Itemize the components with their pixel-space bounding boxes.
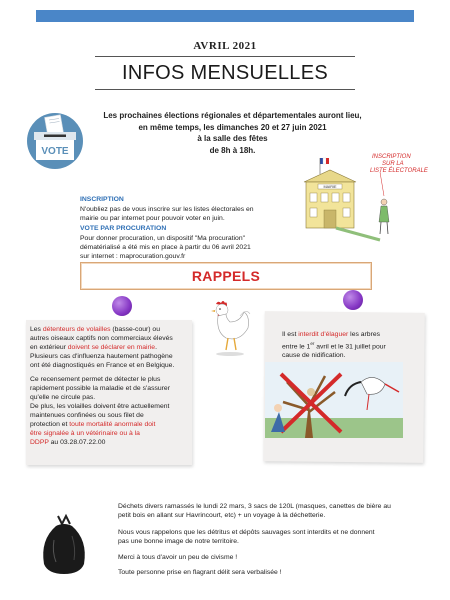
pruning-l1-c: les arbres xyxy=(348,331,381,338)
waste-line-2: petit bois en allant sur Havrincourt, etc) + un voyage à la déchetterie. xyxy=(118,512,326,519)
pushpin-icon xyxy=(112,296,132,316)
poultry-ddpp: DDPP xyxy=(30,439,49,446)
waste-line-1: Déchets divers ramassés le lundi 22 mars, 3 sacs de 120L (masques, canettes de bière au xyxy=(118,503,391,510)
pruning-line-2 xyxy=(282,339,422,351)
pruning-line-1 xyxy=(282,330,422,339)
poultry-l3-a: en extérieur xyxy=(30,344,68,351)
trash-bag-icon xyxy=(34,512,94,576)
poultry-line-7: rapidement possible la maladie et de s'assurer xyxy=(30,385,170,392)
pruning-l2-b: avril et le 31 juillet pour xyxy=(314,343,386,351)
intro-line-2-start: en même temps, les dimanches xyxy=(138,122,261,132)
intro-line-3: à la salle des fêtes xyxy=(197,134,268,143)
town-hall-icon xyxy=(300,148,430,248)
poultry-l1-c: (basse-cour) ou xyxy=(110,326,160,333)
poultry-line-12: être signalée à un vétérinaire ou à la xyxy=(30,430,140,437)
poultry-declare: doivent se déclarer en mairie xyxy=(67,344,156,351)
waste-paragraph-1 xyxy=(118,502,424,520)
page-title: INFOS MENSUELLES xyxy=(122,61,328,84)
pushpin-icon xyxy=(343,290,363,310)
procuration-line-1: Pour donner procuration, un dispositif "Ma procuration" xyxy=(80,235,246,242)
ballot-box-icon xyxy=(22,108,88,170)
vote-label: VOTE xyxy=(41,146,69,157)
poultry-line-6: Ce recensement permet de détecter le plus xyxy=(30,376,161,383)
poultry-line-5: ont été diagnostiqués en France et en Belgique. xyxy=(30,362,175,369)
pruning-text xyxy=(282,330,422,360)
procuration-line-3: sur internet : maprocuration.gouv.fr xyxy=(80,253,186,260)
pruning-l1-a: Il est xyxy=(282,331,299,338)
pruning-forbidden: interdit d'élaguer xyxy=(298,331,349,338)
procuration-text xyxy=(80,234,251,261)
inscription-text xyxy=(80,205,254,223)
poultry-line-3 xyxy=(30,343,195,352)
poultry-text xyxy=(30,325,195,447)
poultry-phone: au 03.28.07.22.00 xyxy=(48,439,106,446)
intro-line-1: Les prochaines élections régionales et départementales auront lieu, xyxy=(103,111,362,120)
poultry-line-9: De plus, les volailles doivent être actuellement xyxy=(30,403,170,410)
poultry-l3-c: . xyxy=(155,344,157,351)
waste-line-3: Nous vous rappelons que les détritus et dépôts sauvages sont interdits et ne donnent xyxy=(118,529,375,536)
rappels-title: RAPPELS xyxy=(191,268,261,284)
inscription-caption-1: INSCRIPTION xyxy=(372,154,411,160)
waste-paragraph-2 xyxy=(118,528,424,546)
pruning-l2-a: entre le 1 xyxy=(282,343,311,351)
inscription-line-1: N'oubliez pas de vous inscrire sur les listes électorales en xyxy=(80,206,254,213)
poultry-line-4: Plusieurs cas d'influenza hautement pathogène xyxy=(30,353,173,360)
rappels-banner xyxy=(80,262,372,290)
procuration-line-2: dématérialisé a été mis en place à partir du 06 avril 2021 xyxy=(80,244,251,251)
pruning-sup: er xyxy=(310,341,315,346)
poultry-line-13 xyxy=(30,438,195,447)
procuration-heading: VOTE PAR PROCURATION xyxy=(80,225,167,232)
waste-line-4: pas une bonne image de notre territoire. xyxy=(118,538,239,545)
intro-line-2 xyxy=(100,122,365,134)
poultry-line-1 xyxy=(30,325,195,334)
stork-tree-icon xyxy=(265,362,403,438)
poultry-line-8: qu'elle ne circule pas. xyxy=(30,394,96,401)
intro-line-4: de 8h à 18h. xyxy=(209,145,256,155)
poultry-line-10: maintenues confinées ou sous filet de xyxy=(30,412,144,419)
fine-warning: Toute personne prise en flagrant délit sera verbalisée ! xyxy=(118,569,282,576)
inscription-caption-2: SUR LA xyxy=(382,161,404,167)
poultry-line-2: autres oiseaux captifs non commerciaux élevés xyxy=(30,335,173,342)
inscription-heading: INSCRIPTION xyxy=(80,196,124,203)
issue-date: AVRIL 2021 xyxy=(193,40,257,52)
poultry-line-11 xyxy=(30,420,195,429)
mairie-sign: MAIRIE xyxy=(323,185,337,190)
title-frame xyxy=(95,56,355,90)
poultry-l11-a: protection et xyxy=(30,421,70,428)
chicken-icon xyxy=(200,298,254,358)
poultry-l1-a: Les xyxy=(30,326,43,333)
inscription-line-2: mairie ou par internet pour pouvoir voter en juin. xyxy=(80,215,225,222)
inscription-caption-3: LISTE ÉLECTORALE xyxy=(370,168,428,174)
top-color-bar xyxy=(36,10,414,22)
poultry-mortality: toute mortalité anormale doit xyxy=(69,421,156,428)
civism-note: Merci à tous d'avoir un peu de civisme ! xyxy=(118,554,238,561)
pruning-line-3: cause de nidification. xyxy=(282,352,346,360)
election-dates: 20 et 27 juin 2021 xyxy=(260,122,327,132)
poultry-keepers: détenteurs de volailles xyxy=(42,326,111,333)
